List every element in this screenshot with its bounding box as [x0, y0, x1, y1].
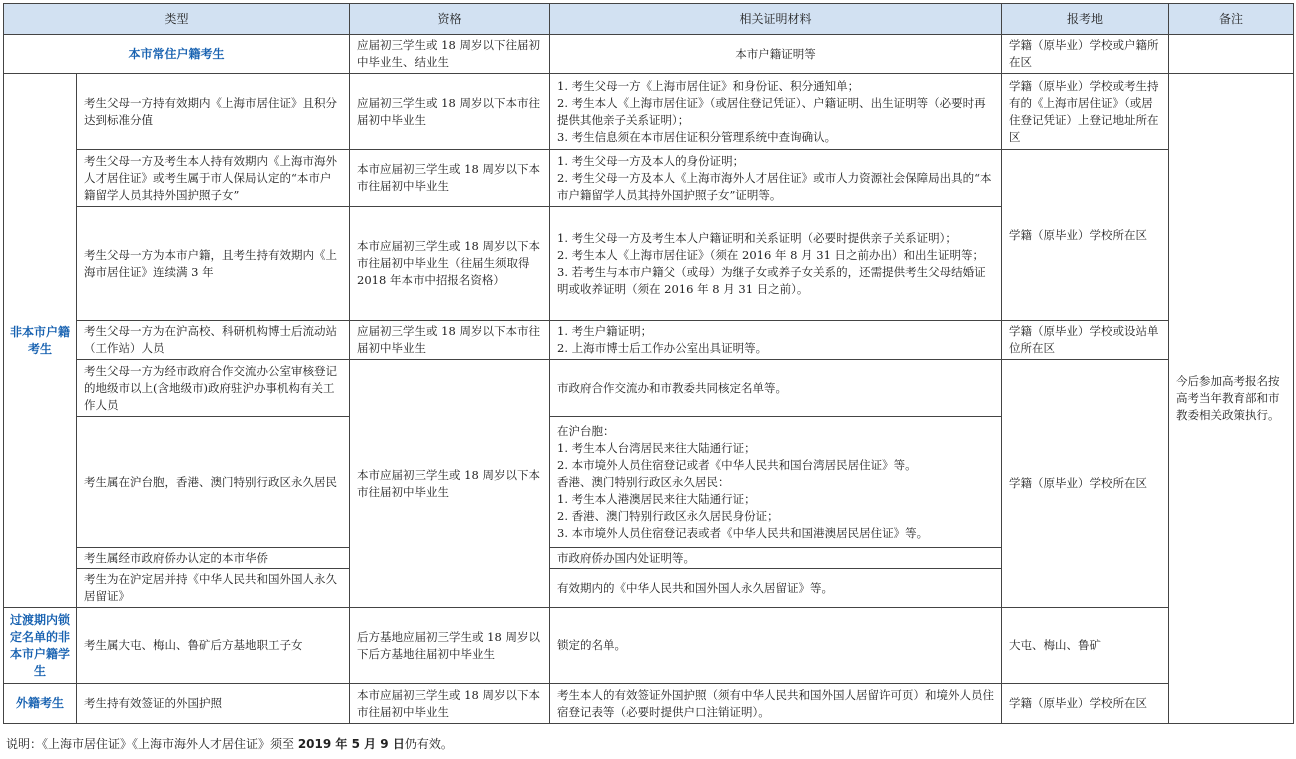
qualification-cell: 本市应届初三学生或 18 周岁以下本市往届初中毕业生 — [350, 360, 550, 608]
table-row — [4, 74, 1294, 150]
type-desc-cell: 考生为在沪定居并持《中华人民共和国外国人永久居留证》 — [77, 569, 350, 608]
place-cell: 学籍（原毕业）学校所在区 — [1002, 150, 1169, 321]
doc-line: 2. 考生父母一方及本人《上海市海外人才居住证》或市人力资源社会保障局出具的“本市户籍留学人员其持外国护照子女”证明等。 — [557, 170, 992, 202]
qualification-cell: 本市应届初三学生或 18 周岁以下本市往届初中毕业生 — [350, 150, 550, 207]
type-foreign: 外籍考生 — [4, 684, 77, 724]
qualification-cell: 应届初三学生或 18 周岁以下往届初中毕业生、结业生 — [350, 35, 550, 74]
type-desc-cell: 考生父母一方持有效期内《上海市居住证》且积分达到标准分值 — [77, 74, 350, 150]
documents-cell — [550, 548, 1002, 569]
doc-line: 在沪台胞： — [557, 423, 615, 438]
table-row — [4, 321, 1294, 360]
header-row — [4, 4, 1294, 35]
type-desc-cell: 考生属在沪台胞，香港、澳门特别行政区永久居民 — [77, 417, 350, 548]
place-cell: 大屯、梅山、鲁矿 — [1002, 608, 1169, 684]
place-cell: 学籍（原毕业）学校或考生持有的《上海市居住证》（或居住登记凭证）上登记地址所在区 — [1002, 74, 1169, 150]
place-cell: 学籍（原毕业）学校或户籍所在区 — [1002, 35, 1169, 74]
type-desc-cell: 考生属大屯、梅山、鲁矿后方基地职工子女 — [77, 608, 350, 684]
doc-line: 3. 若考生与本市户籍父（或母）为继子女或养子女关系的，还需提供考生父母结婚证明或收养证明（须在 2016 年 8 月 31 日之前）。 — [557, 264, 986, 296]
doc-line: 2. 本市境外人员住宿登记或者《中华人民共和国台湾居民居住证》等。 — [557, 457, 917, 472]
doc-line: 1. 考生本人港澳居民来往大陆通行证； — [557, 491, 756, 506]
enrollment-policy-table — [3, 3, 1294, 724]
header-type: 类型 — [4, 4, 350, 35]
doc-line: 1. 考生父母一方及考生本人户籍证明和关系证明（必要时提供亲子关系证明）； — [557, 230, 957, 245]
doc-line: 1. 考生父母一方及本人的身份证明； — [557, 153, 745, 168]
place-cell: 学籍（原毕业）学校所在区 — [1002, 684, 1169, 724]
doc-line: 2. 上海市博士后工作办公室出具证明等。 — [557, 341, 768, 355]
footnote-date: 2019 年 5 月 9 日 — [297, 737, 405, 751]
place-cell: 学籍（原毕业）学校或设站单位所在区 — [1002, 321, 1169, 360]
type-nonlocal-group: 非本市户籍考生 — [4, 74, 77, 608]
doc-line: 2. 香港、澳门特别行政区永久居民身份证； — [557, 508, 779, 523]
header-documents: 相关证明材料 — [550, 4, 1002, 35]
documents-cell — [550, 321, 1002, 360]
table-row — [4, 150, 1294, 207]
table-row — [4, 684, 1294, 724]
header-remark: 备注 — [1169, 4, 1294, 35]
type-desc-cell: 考生父母一方为经市政府合作交流办公室审核登记的地级市以上(含地级市)政府驻沪办事机构有关工作人员 — [77, 360, 350, 417]
footnote-prefix: 说明：《上海市居住证》《上海市海外人才居住证》须至 — [6, 737, 298, 751]
documents-cell — [550, 150, 1002, 207]
documents-cell — [550, 74, 1002, 150]
documents-cell — [550, 360, 1002, 417]
doc-line: 有效期内的《中华人民共和国外国人永久居留证》等。 — [557, 580, 834, 595]
doc-line: 2. 考生本人《上海市居住证》（或居住登记凭证）、户籍证明、出生证明等（必要时再提供其他亲子关系证明）； — [557, 95, 986, 127]
qualification-cell: 后方基地应届初三学生或 18 周岁以下后方基地往届初中毕业生 — [350, 608, 550, 684]
header-place: 报考地 — [1002, 4, 1169, 35]
type-desc-cell: 考生属经市政府侨办认定的本市华侨 — [77, 548, 350, 569]
documents-cell — [550, 569, 1002, 608]
doc-line: 3. 考生信息须在本市居住证积分管理系统中查询确认。 — [557, 129, 837, 144]
qualification-cell: 应届初三学生或 18 周岁以下本市往届初中毕业生 — [350, 74, 550, 150]
type-transition: 过渡期内锁定名单的非本市户籍学生 — [4, 608, 77, 684]
doc-line: 1. 考生本人台湾居民来往大陆通行证； — [557, 440, 756, 455]
documents-cell: 考生本人的有效签证外国护照（须有中华人民共和国外国人居留许可页）和境外人员住宿登记表等（必要时提供户口注销证明）。 — [550, 684, 1002, 724]
documents-cell: 锁定的名单。 — [550, 608, 1002, 684]
type-desc-cell: 考生持有效签证的外国护照 — [77, 684, 350, 724]
doc-line: 市政府合作交流办和市教委共同核定名单等。 — [557, 380, 788, 395]
type-desc-cell: 考生父母一方为本市户籍，且考生持有效期内《上海市居住证》连续满 3 年 — [77, 207, 350, 321]
type-desc-cell: 考生父母一方及考生本人持有效期内《上海市海外人才居住证》或考生属于市人保局认定的“本市户籍留学人员其持外国护照子女” — [77, 150, 350, 207]
footnote — [6, 735, 453, 752]
table-row — [4, 608, 1294, 684]
remark-cell-empty — [1169, 35, 1294, 74]
table-row — [4, 35, 1294, 74]
doc-line: 市政府侨办国内处证明等。 — [557, 550, 696, 565]
doc-line: 香港、澳门特别行政区永久居民： — [557, 474, 730, 489]
documents-cell: 本市户籍证明等 — [550, 35, 1002, 74]
qualification-cell: 本市应届初三学生或 18 周岁以下本市往届初中毕业生（往届生须取得 2018 年本市中招报名资格） — [350, 207, 550, 321]
table-row — [4, 360, 1294, 417]
qualification-cell: 应届初三学生或 18 周岁以下本市往届初中毕业生 — [350, 321, 550, 360]
doc-line: 2. 考生本人《上海市居住证》（须在 2016 年 8 月 31 日之前办出）和出生证明等； — [557, 247, 985, 262]
remark-cell: 今后参加高考报名按高考当年教育部和市教委相关政策执行。 — [1169, 74, 1294, 724]
place-cell: 学籍（原毕业）学校所在区 — [1002, 360, 1169, 608]
footnote-suffix: 仍有效。 — [404, 737, 453, 751]
doc-line: 3. 本市境外人员住宿登记表或者《中华人民共和国港澳居民居住证》等。 — [557, 525, 929, 540]
qualification-cell: 本市应届初三学生或 18 周岁以下本市往届初中毕业生 — [350, 684, 550, 724]
doc-line: 1. 考生父母一方《上海市居住证》和身份证、积分通知单； — [557, 78, 860, 93]
header-qualification: 资格 — [350, 4, 550, 35]
doc-line: 1. 考生户籍证明； — [557, 324, 653, 338]
type-local: 本市常住户籍考生 — [4, 35, 350, 74]
documents-cell — [550, 417, 1002, 548]
documents-cell — [550, 207, 1002, 321]
type-desc-cell: 考生父母一方为在沪高校、科研机构博士后流动站（工作站）人员 — [77, 321, 350, 360]
